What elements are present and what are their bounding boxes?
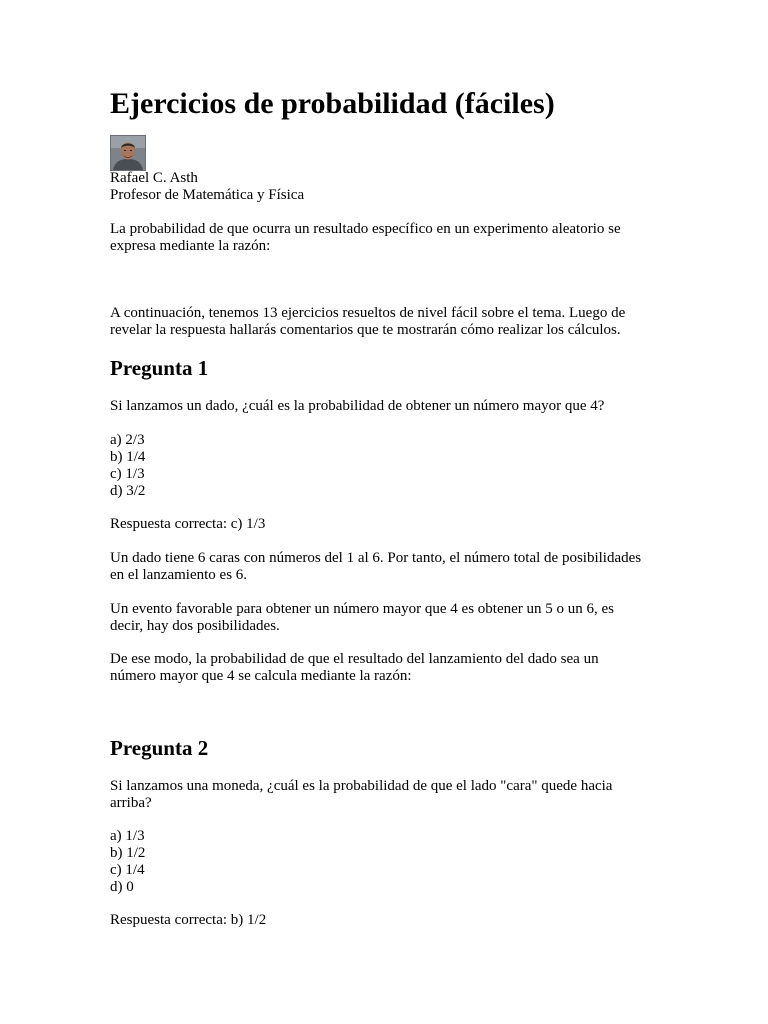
option-a: a) 1/3 xyxy=(110,828,145,844)
author-name: Rafael C. Asth xyxy=(110,170,198,186)
question-1-options xyxy=(110,432,670,500)
author-avatar xyxy=(110,135,146,171)
question-1-explanation-3: De ese modo, la probabilidad de que el resultado del lanzamiento del dado sea un número mayor que 4 se calcula mediante la razón: xyxy=(110,651,599,684)
question-1-heading: Pregunta 1 xyxy=(110,356,209,380)
question-1-text: Si lanzamos un dado, ¿cuál es la probabilidad de obtener un número mayor que 4? xyxy=(110,398,605,414)
option-b: b) 1/2 xyxy=(110,845,146,861)
intro-line: expresa mediante la razón: xyxy=(110,238,271,254)
author-role: Profesor de Matemática y Física xyxy=(110,187,305,203)
author-photo-icon xyxy=(111,136,145,170)
intro-line: La probabilidad de que ocurra un resultado específico en un experimento aleatorio se xyxy=(110,221,621,237)
continuation-line: A continuación, tenemos 13 ejercicios resueltos de nivel fácil sobre el tema. Luego de xyxy=(110,305,626,321)
question-1-explanation-2: Un evento favorable para obtener un número mayor que 4 es obtener un 5 o un 6, es decir, hay dos posibilidades. xyxy=(110,601,615,634)
question-2-text: Si lanzamos una moneda, ¿cuál es la probabilidad de que el lado "cara" quede hacia arriba? xyxy=(110,778,613,811)
question-2-heading: Pregunta 2 xyxy=(110,736,209,760)
question-2-options xyxy=(110,828,670,896)
option-d: d) 0 xyxy=(110,879,134,895)
option-c: c) 1/4 xyxy=(110,862,145,878)
option-d: d) 3/2 xyxy=(110,483,146,499)
continuation-line: revelar la respuesta hallarás comentarios que te mostrarán cómo realizar los cálculos. xyxy=(110,322,621,338)
question-2-answer: Respuesta correcta: b) 1/2 xyxy=(110,912,267,928)
author-block xyxy=(110,170,670,204)
option-b: b) 1/4 xyxy=(110,449,146,465)
option-a: a) 2/3 xyxy=(110,432,145,448)
option-c: c) 1/3 xyxy=(110,466,145,482)
question-1-answer: Respuesta correcta: c) 1/3 xyxy=(110,516,266,532)
continuation-paragraph xyxy=(110,305,670,339)
page-title: Ejercicios de probabilidad (fáciles) xyxy=(110,87,555,120)
intro-paragraph xyxy=(110,221,670,255)
question-1-explanation-1: Un dado tiene 6 caras con números del 1 al 6. Por tanto, el número total de posibilidades en el lanzamiento es 6. xyxy=(110,550,642,583)
